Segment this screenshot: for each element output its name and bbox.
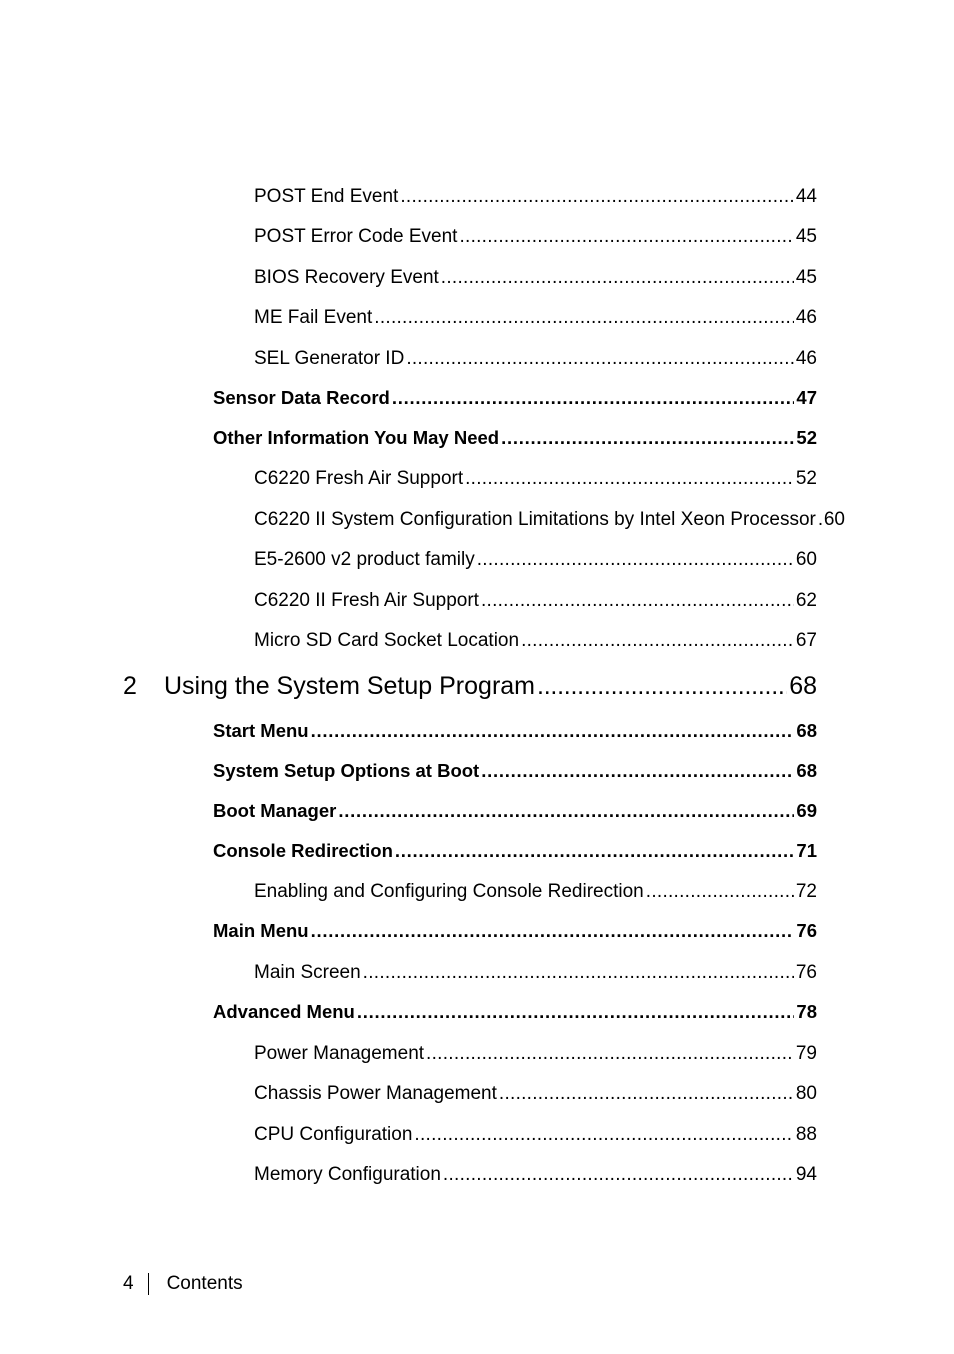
toc-entry-title: Chassis Power Management [254, 1083, 497, 1104]
toc-entry-title: C6220 II System Configuration Limitations by Intel Xeon Processor [254, 509, 816, 530]
toc-entry-title: C6220 Fresh Air Support [254, 468, 464, 489]
toc-entry-chassis-power-management[interactable] [254, 1084, 817, 1103]
toc-entry-system-setup-options[interactable] [213, 762, 817, 781]
toc-entry-page: 62 [795, 590, 817, 611]
dot-leader [374, 308, 794, 327]
toc-entry-page: 76 [796, 920, 817, 941]
dot-leader [521, 631, 794, 650]
toc-entry-title: POST End Event [254, 186, 399, 207]
dot-leader [646, 882, 794, 901]
toc-entry-title: Start Menu [213, 720, 309, 741]
dot-leader [414, 1125, 793, 1144]
toc-entry-main-screen[interactable] [254, 963, 817, 982]
dot-leader [392, 389, 795, 408]
toc-entry-page: 69 [796, 800, 817, 821]
toc-entry-page: 88 [795, 1124, 817, 1145]
toc-entry-power-management[interactable] [254, 1044, 817, 1063]
toc-entry-title: Boot Manager [213, 800, 337, 821]
toc-entry-bios-recovery-event[interactable] [254, 268, 817, 287]
page-footer [123, 1273, 243, 1295]
toc-entry-title: CPU Configuration [254, 1124, 413, 1145]
chapter-number: 2 [123, 672, 137, 700]
toc-entry-title: POST Error Code Event [254, 226, 458, 247]
toc-entry-title: C6220 II Fresh Air Support [254, 590, 479, 611]
toc-entry-post-end-event[interactable] [254, 187, 817, 206]
toc-entry-title: Main Menu [213, 920, 309, 941]
dot-leader [818, 510, 822, 529]
toc-entry-title: System Setup Options at Boot [213, 760, 480, 781]
dot-leader [311, 722, 795, 741]
toc-entry-title: Main Screen [254, 962, 361, 983]
toc-chapter-heading [123, 674, 535, 699]
toc-entry-title: Micro SD Card Socket Location [254, 630, 520, 651]
toc-entry-post-error-code-event[interactable] [254, 227, 817, 246]
dot-leader [311, 922, 795, 941]
toc-entry-title: Sensor Data Record [213, 387, 390, 408]
toc-entry-page: 78 [796, 1001, 817, 1022]
toc-entry-start-menu[interactable] [213, 722, 817, 741]
dot-leader [357, 1003, 795, 1022]
toc-entry-title: Enabling and Configuring Console Redirection [254, 881, 644, 902]
toc-entry-title: Other Information You May Need [213, 427, 500, 448]
dot-leader [477, 550, 794, 569]
toc-entry-cpu-configuration[interactable] [254, 1125, 817, 1144]
toc-entry-page: 94 [795, 1164, 817, 1185]
toc-entry-page: 52 [795, 468, 817, 489]
toc-entry-micro-sd-card-socket[interactable] [254, 631, 817, 650]
dot-leader [537, 674, 787, 699]
toc-entry-title: SEL Generator ID [254, 348, 405, 369]
dot-leader [338, 802, 794, 821]
dot-leader [499, 1084, 794, 1103]
toc-entry-c6220-fresh-air-support[interactable] [254, 469, 817, 488]
toc-entry-page: 68 [796, 720, 817, 741]
dot-leader [363, 963, 794, 982]
toc-entry-page: 52 [796, 427, 817, 448]
chapter-title: Using the System Setup Program [164, 672, 535, 700]
toc-entry-sel-generator-id[interactable] [254, 349, 817, 368]
toc-entry-page: 46 [795, 348, 817, 369]
toc-entry-page: 45 [795, 226, 817, 247]
toc-entry-page: 71 [796, 840, 817, 861]
toc-entry-title: E5-2600 v2 product family [254, 549, 475, 570]
toc-entry-page: 60 [795, 549, 817, 570]
dot-leader [481, 762, 794, 781]
toc-entry-title: ME Fail Event [254, 307, 373, 328]
dot-leader [481, 591, 794, 610]
toc-entry-page: 72 [795, 881, 817, 902]
toc-entry-main-menu[interactable] [213, 922, 817, 941]
toc-entry-page: 60 [823, 509, 845, 530]
footer-divider [148, 1273, 149, 1295]
toc-entry-page: 80 [795, 1083, 817, 1104]
toc-entry-memory-configuration[interactable] [254, 1165, 817, 1184]
toc-entry-page: 46 [795, 307, 817, 328]
toc-entry-advanced-menu[interactable] [213, 1003, 817, 1022]
toc-entry-title: Console Redirection [213, 840, 393, 861]
toc-chapter-2[interactable] [123, 674, 817, 699]
toc-entry-page: 45 [795, 267, 817, 288]
toc-entry-page: 68 [796, 760, 817, 781]
toc-entry-title: Power Management [254, 1043, 425, 1064]
toc-entry-sensor-data-record[interactable] [213, 389, 817, 408]
toc-entry-title: Memory Configuration [254, 1164, 441, 1185]
toc-entry-page: 68 [789, 672, 817, 700]
dot-leader [426, 1044, 794, 1063]
dot-leader [400, 187, 794, 206]
toc-entry-c6220-ii-config-limitations[interactable] [254, 509, 845, 530]
toc-entry-me-fail-event[interactable] [254, 308, 817, 327]
footer-page-number: 4 [123, 1273, 134, 1294]
dot-leader [459, 227, 793, 246]
dot-leader [406, 349, 794, 368]
toc-entry-boot-manager[interactable] [213, 802, 817, 821]
toc-entry-page: 44 [795, 186, 817, 207]
dot-leader [443, 1165, 794, 1184]
toc-entry-page: 79 [795, 1043, 817, 1064]
toc-entry-enabling-console-redirection[interactable] [254, 882, 817, 901]
toc-entry-c6220-ii-fresh-air-support[interactable] [254, 591, 817, 610]
toc-entry-other-information[interactable] [213, 429, 817, 448]
footer-section-name: Contents [166, 1273, 243, 1294]
dot-leader [465, 469, 794, 488]
toc-entry-page: 76 [795, 962, 817, 983]
toc-entry-page: 67 [795, 630, 817, 651]
toc-entry-title: BIOS Recovery Event [254, 267, 439, 288]
toc-entry-title: Advanced Menu [213, 1001, 355, 1022]
toc-entry-console-redirection[interactable] [213, 842, 817, 861]
dot-leader [441, 268, 794, 287]
toc-entry-page: 47 [796, 387, 817, 408]
dot-leader [395, 842, 795, 861]
dot-leader [501, 429, 794, 448]
toc-entry-e5-2600-v2[interactable] [254, 550, 817, 569]
